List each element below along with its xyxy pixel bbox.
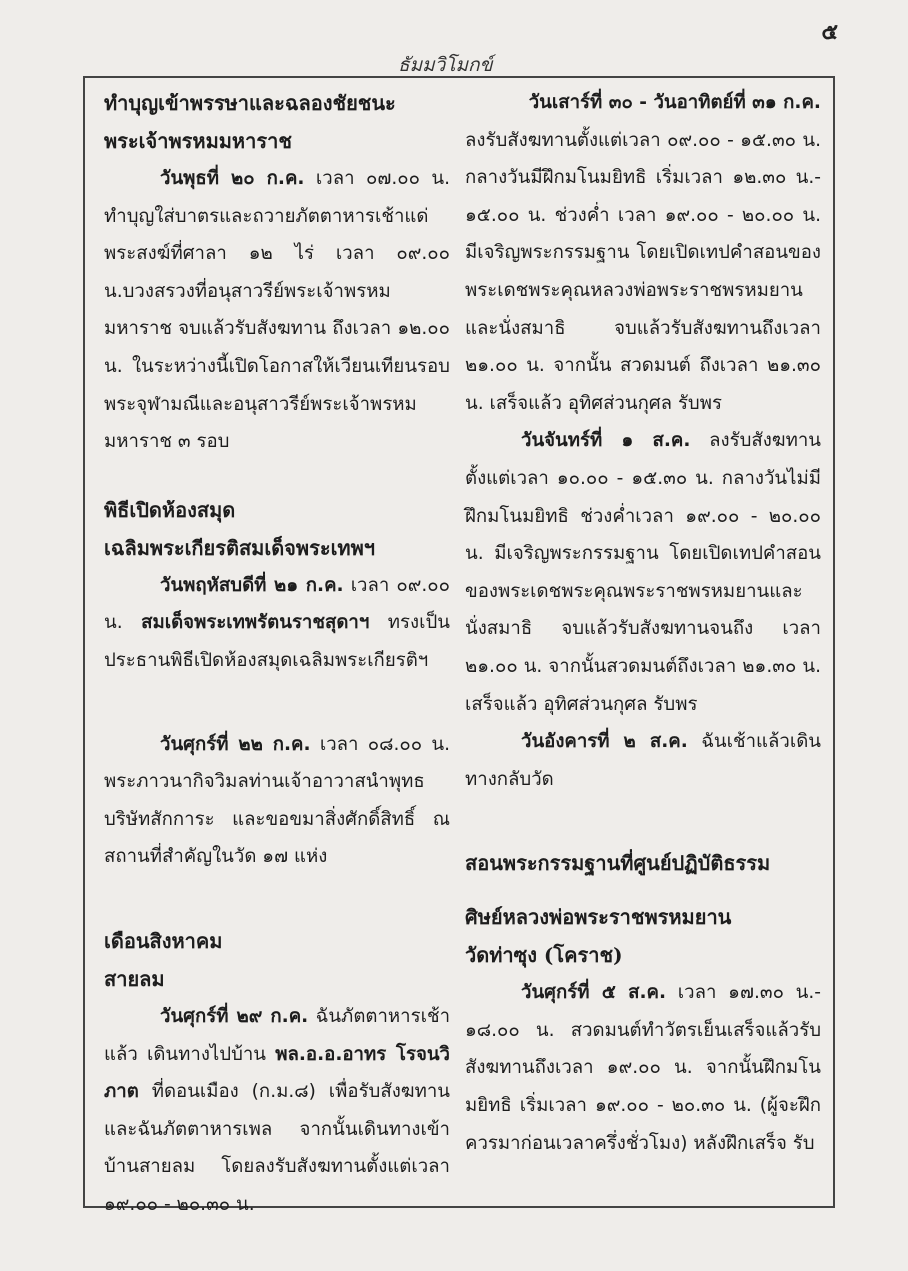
paragraph-text: เวลา ๑๗.๓๐ น.- ๑๘.๐๐ น. สวดมนต์ทำวัตรเย็นเสร็จแล้วรับสังฆทานถึงเวลา ๑๙.๐๐ น. จากนั้นฝึกมโนมยิทธิ เริ่มเวลา ๑๙.๐๐ - ๒๐.๓๐ น. (ผู้จะฝึกควรมาก่อนเวลาครึ่งชั่วโมง) หลังฝึกเสร็จ รับ bbox=[465, 982, 822, 1154]
date-label: วันจันทร์ที่ ๑ ส.ค. bbox=[521, 430, 691, 452]
section-title: เดือนสิงหาคม bbox=[104, 928, 223, 953]
paragraph-text: เวลา ๐๘.๐๐ น. พระภาวนากิจวิมลท่านเจ้าอาวาสนำพุทธบริษัทสักการะ และขอขมาสิ่งศักดิ์สิทธิ์ ณ สถานที่สำคัญในวัด ๑๗ แห่ง bbox=[104, 733, 450, 868]
left-column bbox=[104, 84, 450, 1223]
date-label: วันอังคารที่ ๒ ส.ค. bbox=[521, 731, 688, 753]
paragraph-text: ที่ดอนเมือง (ก.ม.๘) เพื่อรับสังฆทาน และฉันภัตตาหารเพล จากนั้นเดินทางเข้าบ้านสายลม โดยลงรับสังฆทานตั้งแต่เวลา ๑๙.๐๐ - ๒๐.๓๐ น. bbox=[104, 1081, 450, 1215]
date-label: วันศุกร์ที่ ๒๙ ก.ค. bbox=[160, 1005, 309, 1027]
date-label: วันพุธที่ ๒๐ ก.ค. bbox=[160, 168, 305, 189]
bold-name: พล.อ.อ.อาทร โรจนวิภาต bbox=[104, 1043, 450, 1103]
paragraph bbox=[465, 723, 821, 798]
paragraph-text: เวลา ๐๙.๐๐ น. bbox=[104, 574, 450, 634]
bold-name: สมเด็จพระเทพรัตนราชสุดาฯ bbox=[141, 612, 370, 634]
date-label: วันศุกร์ที่ ๕ ส.ค. bbox=[521, 982, 667, 1004]
date-heading: วันเสาร์ที่ ๓๐ - วันอาทิตย์ที่ ๓๑ ก.ค. bbox=[528, 92, 821, 113]
page-number: ๕ bbox=[821, 20, 838, 45]
section-title: ศิษย์หลวงพ่อพระราชพรหมยาน bbox=[465, 905, 732, 930]
section-title: พระเจ้าพรหมมหาราช bbox=[104, 129, 292, 153]
paragraph-text: ฉันภัตตาหารเช้าแล้ว เดินทางไปบ้าน bbox=[104, 1005, 451, 1065]
paragraph-text: ฉันเช้าแล้วเดินทางกลับวัด bbox=[465, 731, 821, 790]
paragraph bbox=[104, 160, 450, 461]
paragraph bbox=[104, 567, 450, 680]
section-title: เฉลิมพระเกียรติสมเด็จพระเทพฯ bbox=[104, 535, 375, 560]
section-title: วัดท่าซุง (โคราช) bbox=[465, 943, 623, 968]
running-head: ธัมมวิโมกข์ bbox=[398, 54, 493, 76]
section-title: ทำบุญเข้าพรรษาและฉลองชัยชนะ bbox=[104, 91, 396, 115]
date-label: วันพฤหัสบดีที่ ๒๑ ก.ค. bbox=[160, 574, 344, 596]
paragraph-text: ลงรับสังฆทานตั้งแต่เวลา ๑๐.๐๐ - ๑๕.๓๐ น. กลางวันไม่มีฝึกมโนมยิทธิ ช่วงค่ำเวลา ๑๙.๐๐ - ๒๐.๐๐ น. มีเจริญพระกรรมฐาน โดยเปิดเทปคำสอนของพระเดชพระคุณพระราชพรหมยานและนั่งสมาธิ จบแล้วรับสังฆทานจนถึง เวลา ๒๑.๐๐ น. จากนั้นสวดมนต์ถึงเวลา ๒๑.๓๐ น. เสร็จแล้ว อุทิศส่วนกุศล รับพร bbox=[465, 430, 822, 715]
section-title: สอนพระกรรมฐานที่ศูนย์ปฏิบัติธรรม bbox=[465, 851, 771, 876]
paragraph bbox=[104, 998, 450, 1224]
paragraph-text: เวลา ๐๗.๐๐ น. ทำบุญใส่บาตรและถวายภัตตาหารเช้าแด่พระสงฆ์ที่ศาลา ๑๒ ไร่ เวลา ๐๙.๐๐ น.บวงสรวงที่อนุสาวรีย์พระเจ้าพรหมมหาราช จบแล้วรับสังฆทาน ถึงเวลา ๑๒.๐๐ น. ในระหว่างนี้เปิดโอกาสให้เวียนเทียนรอบพระจุฬามณีและอนุสาวรีย์พระเจ้าพรหมมหาราช ๓ รอบ bbox=[104, 168, 451, 453]
paragraph bbox=[104, 726, 450, 876]
date-label: วันศุกร์ที่ ๒๒ ก.ค. bbox=[160, 733, 311, 755]
section-title: พิธีเปิดห้องสมุด bbox=[104, 497, 236, 522]
right-column bbox=[465, 84, 821, 1162]
section-title: สายลม bbox=[104, 966, 165, 991]
paragraph: ลงรับสังฆทานตั้งแต่เวลา ๐๙.๐๐ - ๑๕.๓๐ น. กลางวันมีฝึกมโนมยิทธิ เริ่มเวลา ๑๒.๓๐ น.- ๑๕.๐๐ น. ช่วงค่ำ เวลา ๑๙.๐๐ - ๒๐.๐๐ น. มีเจริญพระกรรมฐาน โดยเปิดเทปคำสอนของพระเดชพระคุณหลวงพ่อพระราชพรหมยานและนั่งสมาธิ จบแล้วรับสังฆทานถึงเวลา ๒๑.๐๐ น. จากนั้น สวดมนต์ ถึงเวลา ๒๑.๓๐ น. เสร็จแล้ว อุทิศส่วนกุศล รับพร bbox=[465, 129, 821, 414]
paragraph bbox=[465, 974, 821, 1162]
paragraph-text: ทรงเป็นประธานพิธีเปิดห้องสมุดเฉลิมพระเกียรติฯ bbox=[104, 612, 450, 671]
paragraph bbox=[465, 422, 821, 723]
